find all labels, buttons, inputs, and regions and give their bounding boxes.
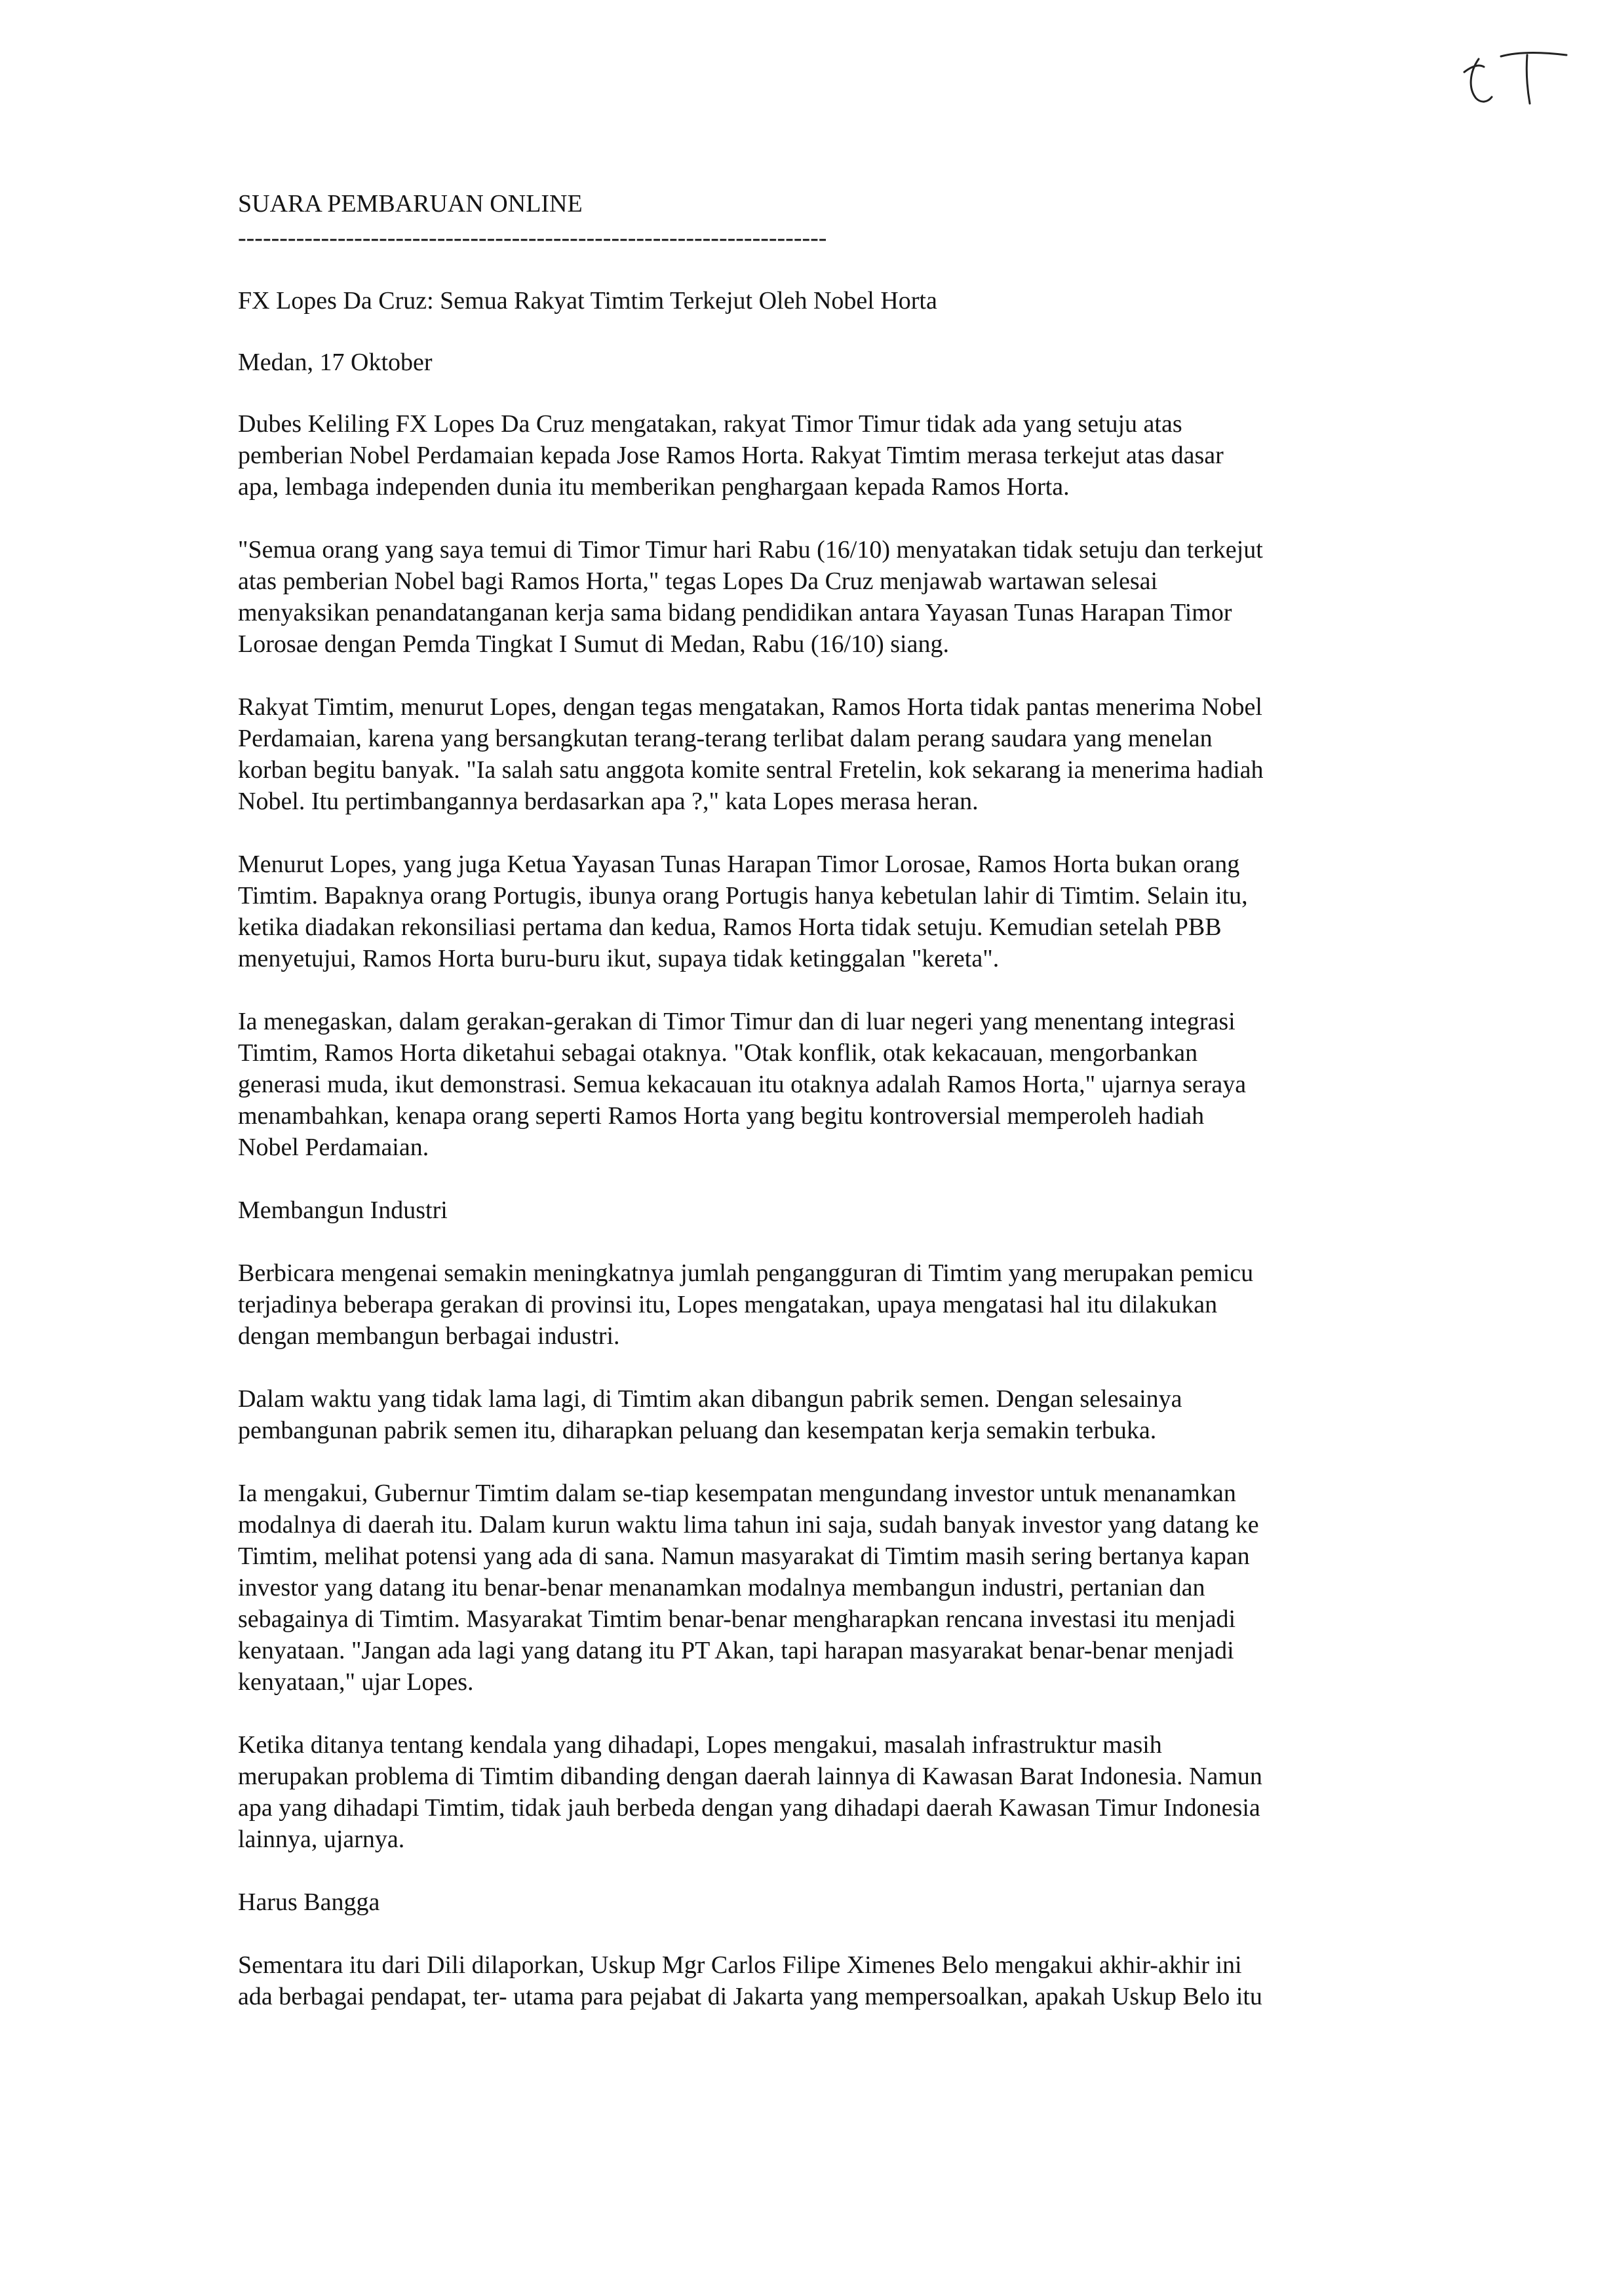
paragraph-5: Ia menegaskan, dalam gerakan-gerakan di Timor Timur dan di luar negeri yang menentang integrasi Timtim, Ramos Horta diketahui sebagai otaknya. "Otak konflik, otak kekacauan, mengorbankan generasi muda, ikut demonstrasi. Semua kekacauan itu otaknya adalah Ramos Horta," ujarnya seraya menambahkan, kenapa orang seperti Ramos Horta yang begitu kontroversial memperoleh hadiah Nobel Perdamaian. xyxy=(238,1008,1247,1161)
paragraph-2: "Semua orang yang saya temui di Timor Timur hari Rabu (16/10) menyatakan tidak setuju dan terkejut atas pemberian Nobel bagi Ramos Horta," tegas Lopes Da Cruz menjawab wartawan selesai menyaksikan penandatanganan kerja sama bidang pendidikan antara Yayasan Tunas Harapan Timor Lorosae dengan Pemda Tingkat I Sumut di Medan, Rabu (16/10) siang. xyxy=(238,536,1263,658)
source-title: SUARA PEMBARUAN ONLINE xyxy=(238,190,583,218)
paragraph-3: Rakyat Timtim, menurut Lopes, dengan tegas mengatakan, Ramos Horta tidak pantas menerima Nobel Perdamaian, karena yang bersangkutan terang-terang terlibat dalam perang saudara yang menelan korban begitu banyak. "Ia salah satu anggota komite sentral Fretelin, kok sekarang ia menerima hadiah Nobel. Itu pertimbangannya berdasarkan apa ?," kata Lopes merasa heran. xyxy=(238,693,1264,815)
article-body xyxy=(238,188,1450,2044)
handwritten-mark xyxy=(1450,26,1574,111)
headline: FX Lopes Da Cruz: Semua Rakyat Timtim Terkejut Oleh Nobel Horta xyxy=(238,287,937,315)
paragraph-7: Dalam waktu yang tidak lama lagi, di Timtim akan dibangun pabrik semen. Dengan selesainya pembangunan pabrik semen itu, diharapkan peluang dan kesempatan kerja semakin terbuka. xyxy=(238,1385,1182,1444)
paragraph-6: Berbicara mengenai semakin meningkatnya jumlah pengangguran di Timtim yang merupakan pemicu terjadinya beberapa gerakan di provinsi itu, Lopes mengatakan, upaya mengatasi hal itu dilakukan dengan membangun berbagai industri. xyxy=(238,1259,1254,1350)
paragraph-8: Ia mengakui, Gubernur Timtim dalam se-tiap kesempatan mengundang investor untuk menanamkan modalnya di daerah itu. Dalam kurun waktu lima tahun ini saja, sudah banyak investor yang datang ke Timtim, melihat potensi yang ada di sana. Namun masyarakat di Timtim masih sering bertanya kapan investor yang datang itu benar-benar menanamkan modalnya membangun industri, pertanian dan sebagainya di Timtim. Masyarakat Timtim benar-benar mengharapkan rencana investasi itu menjadi kenyataan. "Jangan ada lagi yang datang itu PT Akan, tapi harapan masyarakat benar-benar menjadi kenyataan," ujar Lopes. xyxy=(238,1480,1259,1696)
paragraph-10: Sementara itu dari Dili dilaporkan, Uskup Mgr Carlos Filipe Ximenes Belo mengakui akhir-akhir ini ada berbagai pendapat, ter- utama para pejabat di Jakarta yang mempersoalkan, apakah Uskup Belo itu xyxy=(238,1951,1262,2010)
subheading-harus-bangga: Harus Bangga xyxy=(238,1888,380,1916)
subheading-membangun-industri: Membangun Industri xyxy=(238,1196,448,1224)
dateline: Medan, 17 Oktober xyxy=(238,349,433,376)
divider-rule: ----------------------------------------------------------------------- xyxy=(238,225,827,251)
paragraph-1: Dubes Keliling FX Lopes Da Cruz mengatakan, rakyat Timor Timur tidak ada yang setuju atas pemberian Nobel Perdamaian kepada Jose Ramos Horta. Rakyat Timtim merasa terkejut atas dasar apa, lembaga independen dunia itu memberikan penghargaan kepada Ramos Horta. xyxy=(238,410,1224,501)
paragraph-9: Ketika ditanya tentang kendala yang dihadapi, Lopes mengakui, masalah infrastruktur masih merupakan problema di Timtim dibanding dengan daerah lainnya di Kawasan Barat Indonesia. Namun apa yang dihadapi Timtim, tidak jauh berbeda dengan yang dihadapi daerah Kawasan Timur Indonesia lainnya, ujarnya. xyxy=(238,1731,1262,1853)
paragraph-4: Menurut Lopes, yang juga Ketua Yayasan Tunas Harapan Timor Lorosae, Ramos Horta bukan orang Timtim. Bapaknya orang Portugis, ibunya orang Portugis hanya kebetulan lahir di Timtim. Selain itu, ketika diadakan rekonsiliasi pertama dan kedua, Ramos Horta tidak setuju. Kemudian setelah PBB menyetujui, Ramos Horta buru-buru ikut, supaya tidak ketinggalan "kereta". xyxy=(238,851,1248,972)
